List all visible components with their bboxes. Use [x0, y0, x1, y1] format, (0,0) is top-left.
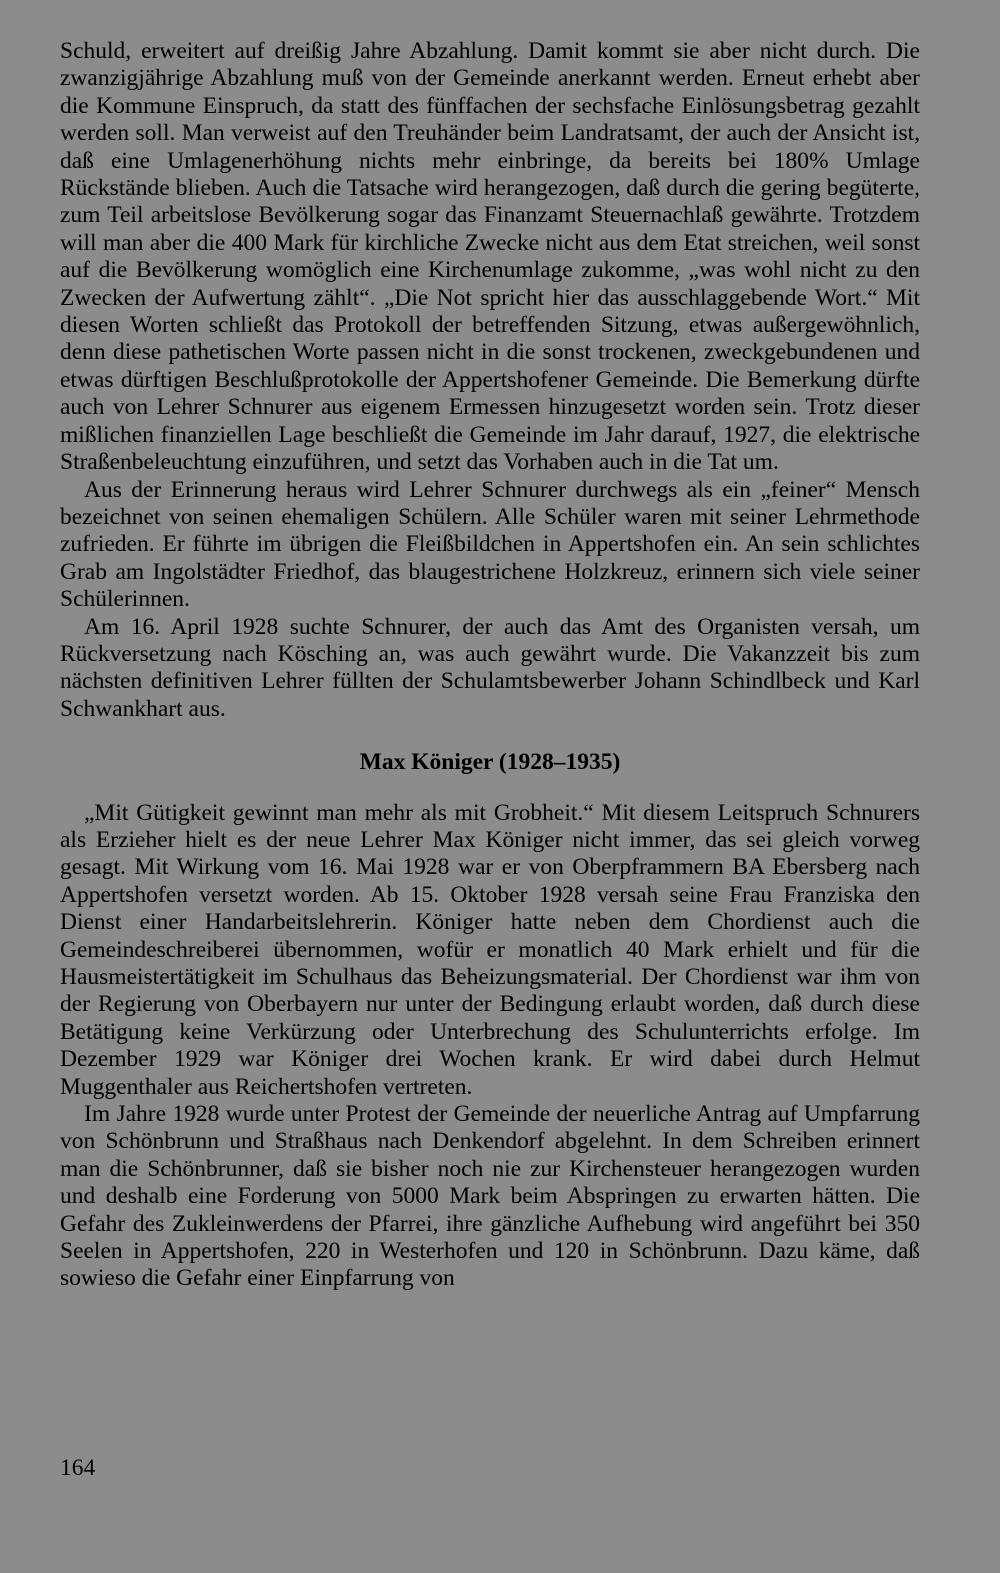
paragraph: Im Jahre 1928 wurde unter Protest der Gemeinde der neuerliche Antrag auf Umpfarrung von Schönbrunn und Straßhaus nach Denkendorf abgelehnt. In dem Schreiben erinnert man die Schönbrunner, daß sie bisher noch nie zur Kirchensteuer herangezogen wurden und deshalb eine Forderung von 5000 Mark beim Abspringen zu erwarten hätten. Die Gefahr des Zukleinwerdens der Pfarrei, ihre gänzliche Aufhebung wird angeführt bei 350 Seelen in Appertshofen, 220 in Westerhofen und 120 in Schönbrunn. Dazu käme, daß sowieso die Gefahr einer Einpfarrung von — [60, 1101, 920, 1292]
page-number: 164 — [60, 1455, 96, 1481]
paragraph: Am 16. April 1928 suchte Schnurer, der auch das Amt des Organisten versah, um Rückversetzung nach Kösching an, was auch gewährt wurde. Die Vakanzzeit bis zum nächsten definitiven Lehrer füllten der Schulamtsbewerber Johann Schindlbeck und Karl Schwankhart aus. — [60, 613, 920, 722]
section-heading: Max Königer (1928–1935) — [359, 749, 621, 776]
paragraph: Aus der Erinnerung heraus wird Lehrer Schnurer durchwegs als ein „feiner“ Mensch bezeichnet von seinen ehemaligen Schülern. Alle Schüler waren mit seiner Lehrmethode zufrieden. Er führte im übrigen die Fleißbildchen in Appertshofen ein. An sein schlichtes Grab am Ingolstädter Friedhof, das blaugestrichene Holzkreuz, erinnern sich viele seiner Schülerinnen. — [60, 476, 920, 613]
paragraph: Schuld, erweitert auf dreißig Jahre Abzahlung. Damit kommt sie aber nicht durch. Die zwanzigjährige Abzahlung muß von der Gemeinde anerkannt werden. Erneut erhebt aber die Kommune Einspruch, da statt des fünffachen der sechsfache Einlösungsbetrag gezahlt werden soll. Man verweist auf den Treuhänder beim Landratsamt, der auch der Ansicht ist, daß eine Umlagenerhöhung nichts mehr einbringe, da bereits bei 180% Umlage Rückstände blieben. Auch die Tatsache wird herangezogen, daß durch die gering begüterte, zum Teil arbeitslose Bevölkerung sogar das Finanzamt Steuernachlaß gewährte. Trotzdem will man aber die 400 Mark für kirchliche Zwecke nicht aus dem Etat streichen, weil sonst auf die Bevölkerung womöglich eine Kirchenumlage zukomme, „was wohl nicht zu den Zwecken der Aufwertung zählt“. „Die Not spricht hier das ausschlaggebende Wort.“ Mit diesen Worten schließt das Protokoll der betreffenden Sitzung, etwas außergewöhnlich, denn diese pathetischen Worte passen nicht in die sonst trockenen, zweckgebundenen und etwas dürftigen Beschlußprotokolle der Appertshofener Gemeinde. Die Bemerkung dürfte auch von Lehrer Schnurer aus eigenem Ermessen hinzugesetzt worden sein. Trotz dieser mißlichen finanziellen Lage beschließt die Gemeinde im Jahr darauf, 1927, die elektrische Straßenbeleuchtung einzuführen, und setzt das Vorhaben auch in die Tat um. — [60, 38, 920, 476]
page-body — [60, 38, 920, 1293]
paragraph: „Mit Gütigkeit gewinnt man mehr als mit Grobheit.“ Mit diesem Leitspruch Schnurers als Erzieher hielt es der neue Lehrer Max Königer nicht immer, das sei gleich vorweg gesagt. Mit Wirkung vom 16. Mai 1928 war er von Oberpframmern BA Ebersberg nach Appertshofen versetzt worden. Ab 15. Oktober 1928 versah seine Frau Franziska den Dienst einer Handarbeitslehrerin. Königer hatte neben dem Chordienst auch die Gemeindeschreiberei übernommen, wofür er monatlich 40 Mark erhielt und für die Hausmeistertätigkeit im Schulhaus das Beheizungsmaterial. Der Chordienst war ihm von der Regierung von Oberbayern nur unter der Bedingung erlaubt worden, daß durch diese Betätigung keine Verkürzung oder Unterbrechung des Schulunterrichts erfolge. Im Dezember 1929 war Königer drei Wochen krank. Er wird dabei durch Helmut Muggenthaler aus Reichertshofen vertreten. — [60, 799, 920, 1100]
